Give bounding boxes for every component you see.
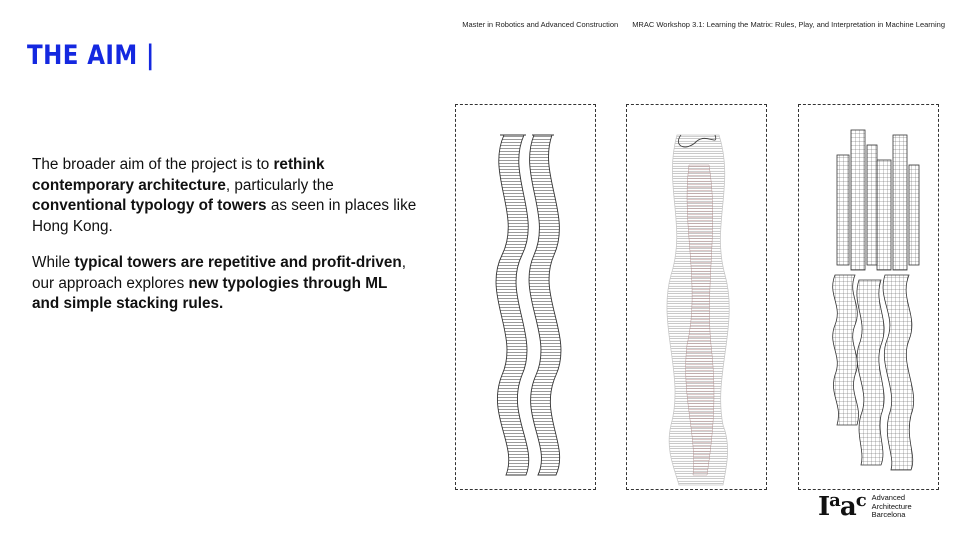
text-run: While <box>32 254 75 271</box>
iaac-logo <box>818 490 912 522</box>
tower-image-3 <box>798 104 939 490</box>
tower-image-1 <box>455 104 596 490</box>
text-run: , particularly the <box>225 176 334 194</box>
bold-run: typical towers are repetitive and profit-driven <box>74 254 402 271</box>
text-run: , our approach explores <box>32 254 407 292</box>
program-name: Master in Robotics and Advanced Construction <box>462 20 619 29</box>
stacked-cluster-tower-drawing-icon <box>799 105 939 490</box>
bold-run: conventional typology of towers <box>32 197 267 214</box>
logo-line: Barcelona <box>871 510 906 520</box>
bold-run: new typologies through ML and simple stacking rules. <box>32 274 388 312</box>
translucent-twisting-tower-drawing-icon <box>627 105 767 490</box>
paragraph-2 <box>32 253 417 315</box>
body-text <box>32 155 417 331</box>
bold-run: rethink contemporary architecture <box>32 156 325 194</box>
twisting-twin-tower-drawing-icon <box>456 105 596 490</box>
workshop-name: MRAC Workshop 3.1: Learning the Matrix: Rules, Play, and Interpretation in Machine Learning <box>632 20 945 29</box>
header <box>462 20 945 29</box>
logo-line: Advanced <box>871 493 906 503</box>
page-title: THE AIM | <box>27 40 155 71</box>
logo-line: Architecture <box>871 501 912 511</box>
iaac-logo-mark: $I^aa^c$ <box>818 490 866 522</box>
tower-image-2 <box>626 104 767 490</box>
paragraph-1 <box>32 155 417 237</box>
text-run: The broader aim of the project is to <box>32 156 274 173</box>
iaac-logo-text <box>872 494 912 520</box>
text-run: as seen in places like Hong Kong. <box>32 197 417 235</box>
